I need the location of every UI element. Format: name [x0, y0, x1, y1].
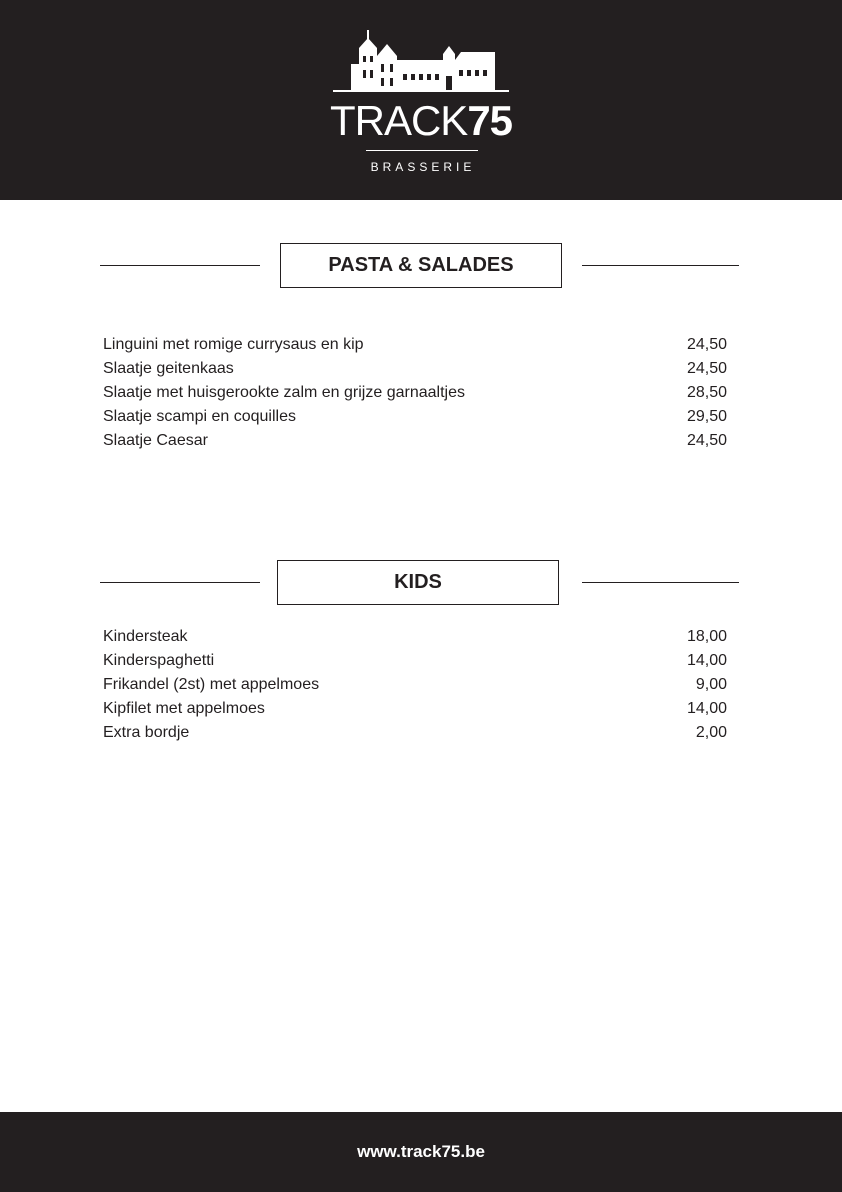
menu-item-name: Linguini met romige currysaus en kip: [103, 336, 364, 353]
menu-item-name: Extra bordje: [103, 724, 190, 741]
website-link[interactable]: www.track75.be: [357, 1142, 485, 1161]
menu-item-price: 24,50: [686, 360, 727, 377]
menu-item-name: Slaatje met huisgerookte zalm en grijze garnaaltjes: [103, 384, 465, 401]
menu-item: [103, 673, 727, 697]
menu-item-price: 2,00: [695, 724, 727, 741]
footer-banner: [0, 1112, 842, 1192]
menu-item-price: 9,00: [695, 676, 727, 693]
menu-item-price: 18,00: [686, 628, 727, 645]
section-title-kids: KIDS: [277, 560, 559, 605]
menu-item-price: 29,50: [686, 408, 727, 425]
menu-item: [103, 429, 727, 453]
menu-item: [103, 697, 727, 721]
menu-list-pasta-salades: [103, 333, 727, 453]
menu-item: [103, 333, 727, 357]
menu-item-name: Kipfilet met appelmoes: [103, 700, 265, 717]
menu-item-price: 24,50: [686, 432, 727, 449]
menu-item-price: 24,50: [686, 336, 727, 353]
brand-name: [0, 96, 842, 146]
menu-item-name: Kindersteak: [103, 628, 188, 645]
brand-name-light: TRACK: [329, 97, 468, 144]
menu-item: [103, 357, 727, 381]
section-rule-left: [100, 582, 260, 583]
menu-item-name: Frikandel (2st) met appelmoes: [103, 676, 320, 693]
menu-item-price: 14,00: [686, 700, 727, 717]
menu-item-name: Slaatje geitenkaas: [103, 360, 234, 377]
menu-item: [103, 405, 727, 429]
menu-list-kids: [103, 625, 727, 745]
header-banner: [0, 0, 842, 200]
menu-item: [103, 721, 727, 745]
section-rule-left: [100, 265, 260, 266]
brand-divider: [366, 150, 478, 151]
section-title-pasta-salades: PASTA & SALADES: [280, 243, 562, 288]
menu-item: [103, 381, 727, 405]
menu-item-name: Slaatje scampi en coquilles: [103, 408, 296, 425]
castle-building-icon: [333, 30, 509, 92]
menu-item: [103, 649, 727, 673]
menu-item-price: 14,00: [686, 652, 727, 669]
menu-item-price: 28,50: [686, 384, 727, 401]
brand-name-bold: 75: [467, 97, 513, 144]
brand-subtitle: BRASSERIE: [370, 160, 476, 174]
menu-item-name: Kinderspaghetti: [103, 652, 215, 669]
section-rule-right: [582, 265, 739, 266]
section-rule-right: [582, 582, 739, 583]
menu-item-name: Slaatje Caesar: [103, 432, 208, 449]
menu-item: [103, 625, 727, 649]
